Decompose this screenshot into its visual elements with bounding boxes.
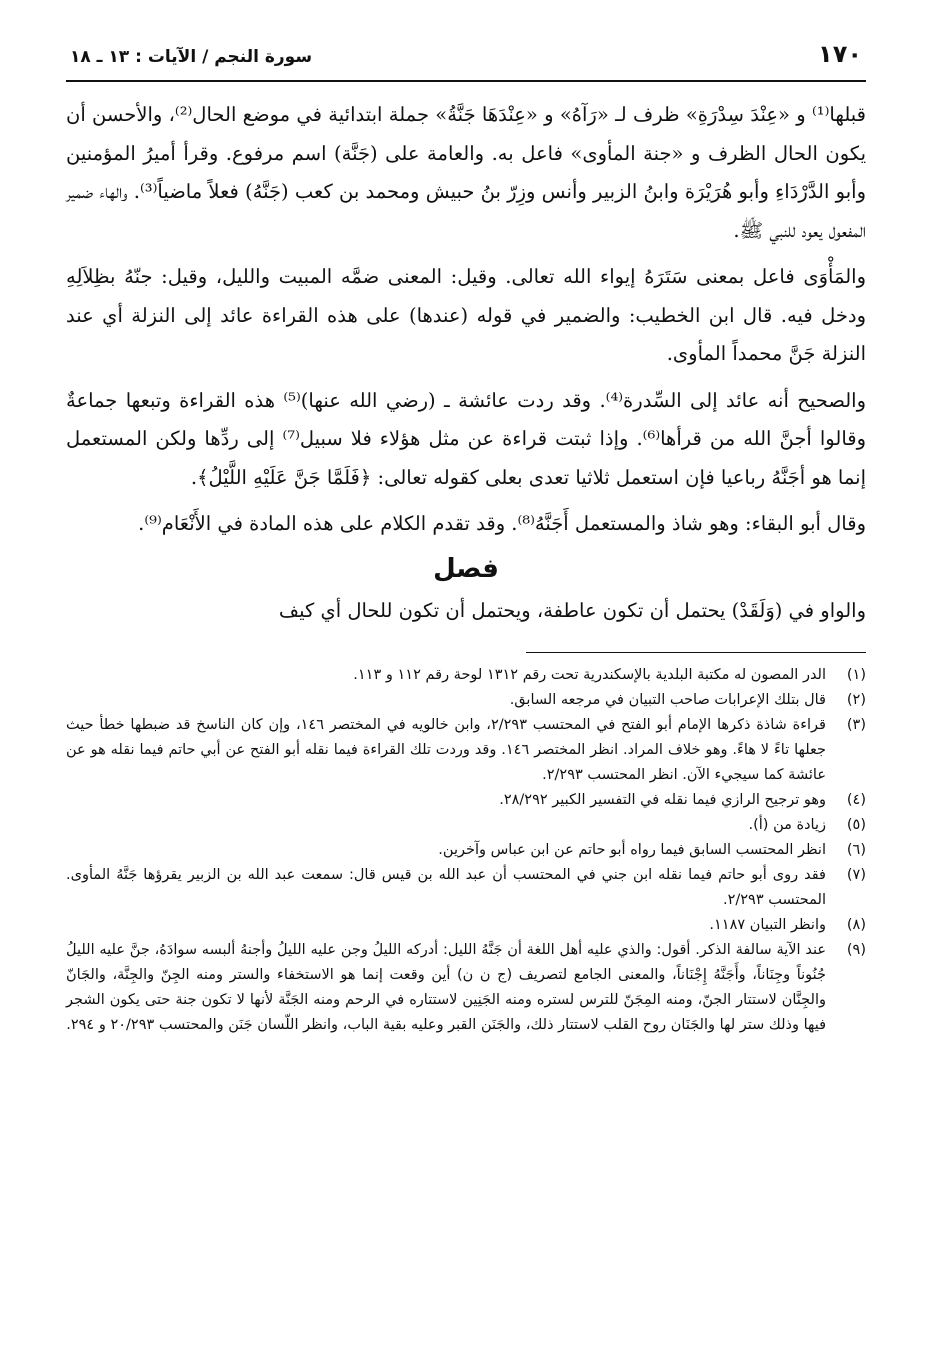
footnote bbox=[66, 838, 866, 863]
footnote-text: فقد روى أبو حاتم فيما نقله ابن جني في المحتسب أن عبد الله بن قيس قال: سمعت عبد الله بن الزبير يقرؤها جَنَّهُ المأوى. المحتسب ٢/٢٩٣. bbox=[66, 867, 826, 908]
paragraph: وقال أبو البقاء: وهو شاذ والمستعمل أَجَنَّهُ⁽⁸⁾. وقد تقدم الكلام على هذه المادة في الأَنْعَام⁽⁹⁾. bbox=[138, 512, 866, 535]
footnote bbox=[66, 863, 866, 913]
section-paragraph: والواو في (وَلَقَدْ) يحتمل أن تكون عاطفة، ويحتمل أن تكون للحال أي كيف bbox=[278, 598, 866, 622]
footnote bbox=[66, 788, 866, 813]
footnote-text: الدر المصون له مكتبة البلدية بالإسكندرية تحت رقم ١٣١٢ لوحة رقم ١١٢ و ١١٣. bbox=[353, 667, 826, 683]
footnote bbox=[66, 688, 866, 713]
footnote-text: قراءة شاذة ذكرها الإمام أبو الفتح في المحتسب ٢/٢٩٣، وابن خالويه في المختصر ١٤٦، وإن كان الناسخ قد ضبطها خطأ حيث جعلها تاءً لا هاءً. وهو خلاف المراد. انظر المختصر ١٤٦. وقد وردت تلك القراءة فيما نقله أبو الفتح عن أبي حاتم فيما نقله هو عن عائشة كما سيجيء الآن. انظر المحتسب ٢/٢٩٣. bbox=[66, 717, 826, 783]
footnote-number: (٥) bbox=[846, 817, 866, 833]
running-head: سورة النجم / الآيات : ١٣ ـ ١٨ bbox=[70, 47, 313, 67]
page-number: ١٧٠ bbox=[818, 40, 862, 68]
paragraph: والصحيح أنه عائد إلى السِّدرة⁽⁴⁾. وقد ردت عائشة ـ (رضي الله عنها)⁽⁵⁾ هذه القراءة وتبعها جماعةٌ وقالوا أجنَّ الله من قرأها⁽⁶⁾. وإذا ثبتت قراءة عن مثل هؤلاء فلا سبيل⁽⁷⁾ إلى ردِّها ولكن المستعمل إنما هو أجَنَّهُ رباعيا فإن استعمل ثلاثيا تعدى بعلى كقوله تعالى: ﴿فَلَمَّا جَنَّ عَلَيْهِ اللَّيْلُ﴾. bbox=[66, 388, 867, 489]
footnote bbox=[66, 913, 866, 938]
footnote-number: (٤) bbox=[846, 792, 866, 808]
footnote-number: (٢) bbox=[846, 692, 866, 708]
paragraph: قبلها⁽¹⁾ و «عِنْدَ سِدْرَةِ» ظرف لـ «رَآهُ» و «عِنْدَهَا جَنَّةُ» جملة ابتدائية في موضع الحال⁽²⁾، والأحسن أن يكون الحال الظرف و «جنة المأوى» فاعل به. والعامة على (جَنَّة) اسم مرفوع. وقرأ أميرُ المؤمنين وأبو الدَّرْدَاءِ وأبو هُرَيْرَة وابنُ الزبير وأنس وزِرّ بنُ حبيش ومحمد بن كعب (جَنَّهُ) فعلاً ماضياً⁽³⁾. والهاء ضمير المفعول يعود للنبي ﷺ. bbox=[66, 103, 867, 242]
footnotes bbox=[66, 663, 866, 1038]
footnote-number: (٩) bbox=[846, 942, 866, 958]
footnote-separator bbox=[526, 652, 866, 653]
footnote-number: (٧) bbox=[846, 867, 866, 883]
footnote-number: (٨) bbox=[846, 917, 866, 933]
footnote-number: (١) bbox=[846, 667, 866, 683]
footnote bbox=[66, 813, 866, 838]
paragraph: والمَأْوَى فاعل بمعنى سَتَرَهُ إيواء الله تعالى. وقيل: المعنى ضمَّه المبيت والليل، وقيل: جنّهُ بظِلاَلِهِ ودخل فيه. قال ابن الخطيب: والضمير في قوله (عندها) على هذه القراءة عائد إلى النزلة أي عند النزلة جَنَّ محمداً المأوى. bbox=[66, 265, 866, 365]
footnote-text: وانظر التبيان ١١٨٧. bbox=[709, 917, 826, 933]
page bbox=[66, 40, 866, 1038]
footnote-number: (٣) bbox=[846, 717, 866, 733]
footnote bbox=[66, 938, 866, 1038]
footnote-text: عند الآية سالفة الذكر. أقول: والذي عليه أهل اللغة أن جَنَّهُ الليل: أدركه الليلُ وجن عليه الليلُ وأجنهُ ألبسه سوادَهُ، جنَّ عليه الليلُ جُنُوناً وجِنَاناً، وأَجَنَّهُ إِجْنَاناً، والمعنى الجامع لتصريف (ج ن ن) أين وقعت إنما هو الاستخفاء والستر ومنه الجِنّ والجِنَّة، والجَانّ والجِنَّان لاستتار الجنّ، ومنه المِجَنّ للترس لستره ومنه الجَنِين لاستتاره في الرحم ومنه الجَنَّة لأنها لا تكون جنة حتى يكون الشجر فيها وذلك ستر لها والجَنَان روح القلب لاستتار ذلك، والجَنَن القبر وعليه بقية الباب، وانظر اللّسان جَنَن والمحتسب ٢٠/٢٩٣ و ٢٩٤. bbox=[66, 942, 826, 1033]
footnote bbox=[66, 663, 866, 688]
footnote-number: (٦) bbox=[846, 842, 866, 858]
section-heading: فصل bbox=[433, 553, 499, 584]
footnote-text: زيادة من (أ). bbox=[748, 817, 826, 833]
footnote-text: انظر المحتسب السابق فيما رواه أبو حاتم عن ابن عباس وآخرين. bbox=[438, 842, 826, 858]
footnote bbox=[66, 713, 866, 788]
body-text bbox=[66, 96, 866, 630]
footnote-text: وهو ترجيح الرازي فيما نقله في التفسير الكبير ٢٨/٢٩٢. bbox=[499, 792, 826, 808]
footnote-text: قال بتلك الإعرابات صاحب التبيان في مرجعه السابق. bbox=[509, 692, 826, 708]
page-header bbox=[66, 40, 866, 82]
